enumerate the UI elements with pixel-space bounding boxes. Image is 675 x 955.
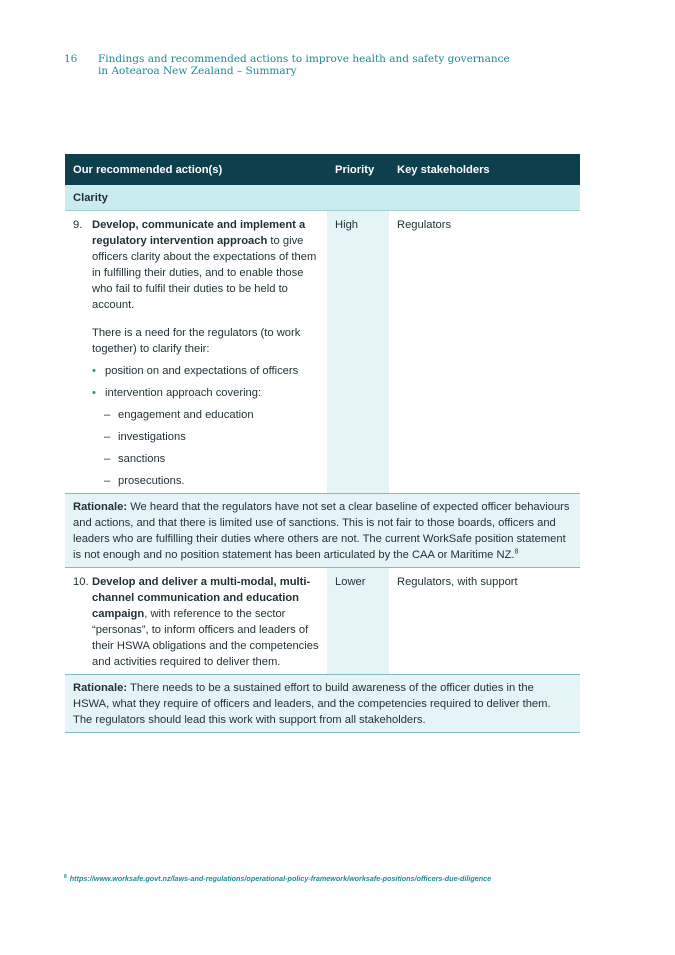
header-title (98, 53, 510, 77)
sub-bullet-item: – sanctions (92, 451, 319, 467)
action-cell-9 (65, 211, 327, 494)
bullet-item: • intervention approach covering: (92, 385, 319, 401)
action-item-9 (73, 217, 319, 489)
rationale-label: Rationale: (73, 682, 128, 694)
recommended-actions-table (65, 154, 580, 733)
action-item-10 (73, 574, 319, 670)
footnote-marker: 8 (64, 874, 67, 880)
stakeholders-cell: Regulators (389, 211, 580, 494)
action-paragraph-2: There is a need for the regulators (to work together) to clarify their: (92, 327, 301, 355)
stakeholders-cell: Regulators, with support (389, 568, 580, 675)
action-cell-10 (65, 568, 327, 675)
item-number: 10. (73, 576, 89, 588)
page-number: 16 (64, 53, 78, 65)
sub-bullet-item: – investigations (92, 429, 319, 445)
action-bold-text: Develop and deliver a multi-modal, multi-channel communication and education campaign (92, 576, 311, 620)
action-text (92, 217, 319, 313)
rationale-label: Rationale: (73, 501, 128, 513)
action-plain-text: to give officers clarity about the expectations of them in fulfilling their duties, and to enable those who fail to fulfil their duties to be held to account. (92, 235, 317, 311)
priority-cell: High (327, 211, 389, 494)
rationale-text: There needs to be a sustained effort to build awareness of the officer duties in the HSWA, what they require of officers and leaders, and the competencies required to deliver them. The regulators should lead this work with support from all stakeholders. (73, 682, 551, 726)
table-row-item-9 (65, 211, 580, 494)
rationale-text: We heard that the regulators have not set a clear baseline of expected officer behaviours and actions, and that there is limited use of sanctions. This is not fair to those boards, officers and leaders who are fulfilling their duties where others are not. The current WorkSafe position statement is not enough and no position statement has been articulated by the CAA or Maritime NZ. (73, 501, 570, 561)
section-label: Clarity (65, 185, 580, 211)
rationale-row-9 (65, 494, 580, 568)
sub-bullet-item: – prosecutions. (92, 473, 319, 489)
column-header-action: Our recommended action(s) (65, 154, 327, 185)
rationale-cell (65, 675, 580, 733)
priority-cell: Lower (327, 568, 389, 675)
header-title-line2: in Aotearoa New Zealand – Summary (98, 65, 297, 77)
section-row (65, 185, 580, 211)
column-header-stakeholders: Key stakeholders (389, 154, 580, 185)
rationale-cell (65, 494, 580, 568)
footnote (64, 874, 491, 883)
action-plain-text: , with reference to the sector “personas”, to inform officers and leaders of their HSWA obligations and the competencies and activities required to deliver them. (92, 608, 319, 668)
table-row-item-10 (65, 568, 580, 675)
action-text (92, 574, 319, 670)
action-bold-text: Develop, communicate and implement a regulatory intervention approach (92, 219, 306, 247)
header-title-line1: Findings and recommended actions to improve health and safety governance (98, 53, 510, 65)
sub-bullet-item: – engagement and education (92, 407, 319, 423)
column-header-priority: Priority (327, 154, 389, 185)
footnote-reference[interactable]: 8 (514, 548, 519, 556)
item-number: 9. (73, 219, 83, 231)
rationale-row-10 (65, 675, 580, 733)
table-header-row (65, 154, 580, 185)
bullet-item: • position on and expectations of officers (92, 363, 319, 379)
footnote-link[interactable]: https://www.worksafe.govt.nz/laws-and-regulations/operational-policy-framework/worksafe-positions/officers-due-diligence (69, 874, 492, 883)
